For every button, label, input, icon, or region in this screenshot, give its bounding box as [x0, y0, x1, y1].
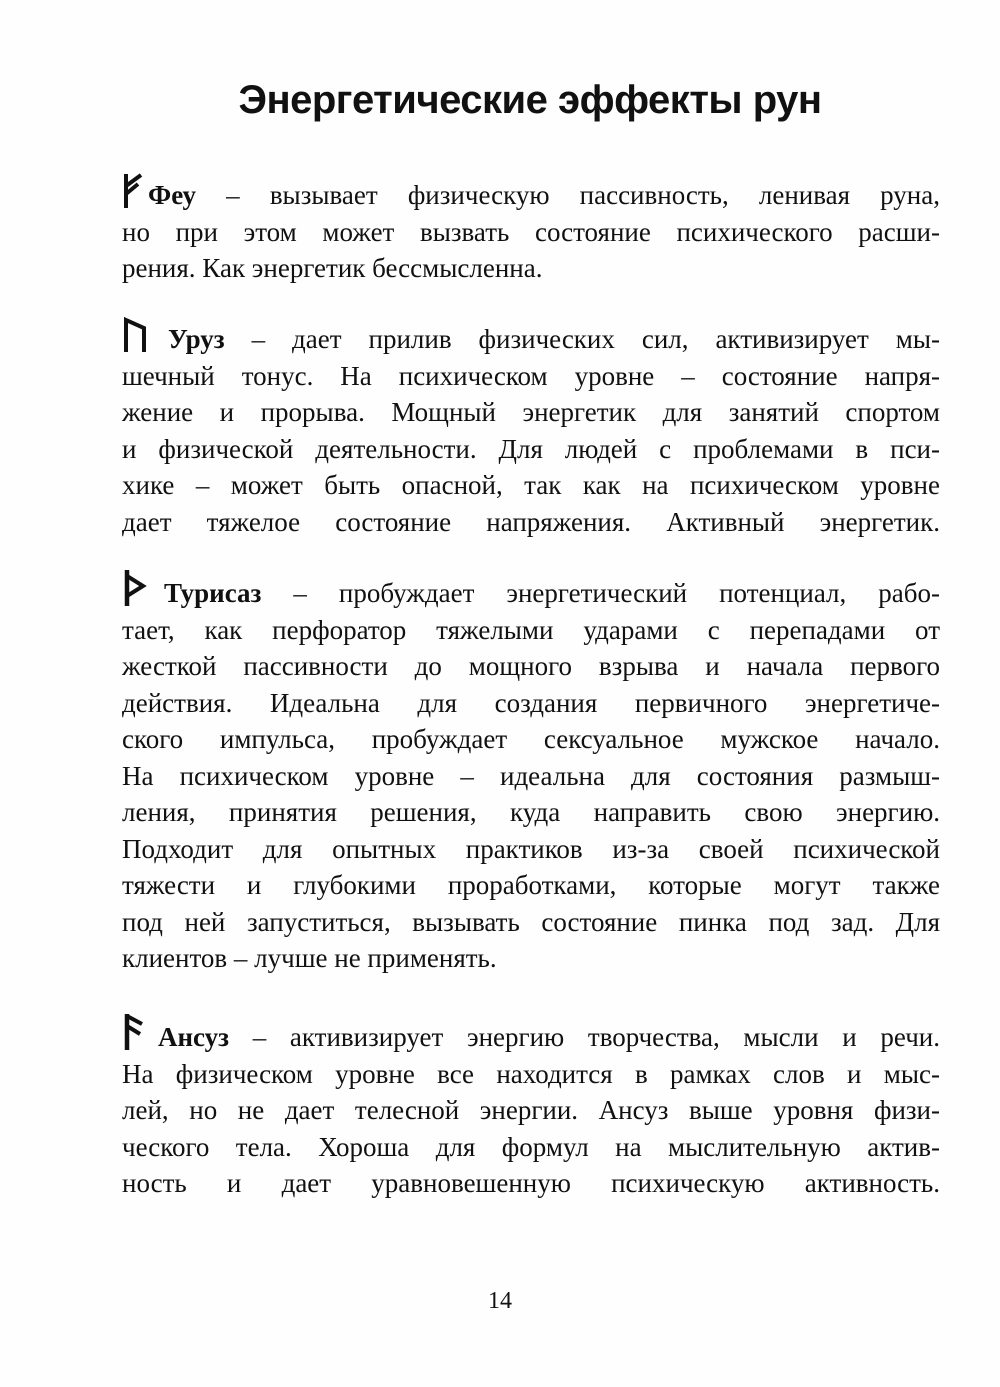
rune-description: – пробуждает энергетический потенциал, рабо-: [261, 578, 940, 608]
ansuz-rune-icon: [122, 1012, 146, 1050]
rune-description: – дает прилив физических сил, активизирует мы-: [224, 324, 940, 354]
entry-line: рения. Как энергетик бессмысленна.: [122, 253, 543, 283]
rune-name: Уруз: [168, 324, 225, 354]
entry-line: дает тяжелое состояние напряжения. Активный энергетик.: [122, 506, 940, 537]
entry-line: шечный тонус. На психическом уровне – состояние напря-: [122, 360, 940, 391]
entry-line: ческого тела. Хороша для формул на мыслительную актив-: [122, 1131, 940, 1162]
page-title: Энергетические эффекты рун: [238, 78, 822, 122]
rune-name: Ансуз: [158, 1022, 230, 1052]
entry-line: жение и прорыва. Мощный энергетик для занятий спортом: [122, 397, 940, 427]
entry-first-line: [122, 172, 940, 214]
uruz-rune-icon: [122, 316, 148, 352]
entry-line: но при этом может вызвать состояние психического расши-: [122, 216, 940, 247]
rune-description: – активизирует энергию творчества, мысли и речи.: [229, 1022, 940, 1052]
rune-entry-uruz: [122, 316, 940, 540]
entry-line: тает, как перфоратор тяжелыми ударами с перепадами от: [122, 614, 940, 645]
rune-entry-fehu: [122, 172, 940, 287]
entry-line: жесткой пассивности до мощного взрыва и начала первого: [122, 651, 940, 681]
rune-description: – вызывает физическую пассивность, ленивая руна,: [196, 180, 940, 210]
entry-line: действия. Идеальна для создания первичного энергетиче-: [122, 687, 940, 718]
entry-first-line: [122, 568, 940, 612]
thurisaz-rune-icon: [122, 568, 148, 606]
entry-line: лей, но не дает телесной энергии. Ансуз выше уровня физи-: [122, 1095, 940, 1125]
fehu-rune-icon: [122, 172, 144, 208]
entry-line: тяжести и глубокими проработками, которые могут также: [122, 870, 940, 900]
rune-entry-ansuz: [122, 1012, 940, 1202]
entry-line: хике – может быть опасной, так как на психическом уровне: [122, 470, 940, 500]
rune-entry-thurisaz: [122, 568, 940, 977]
entry-line: ность и дает уравновешенную психическую активность.: [122, 1168, 940, 1198]
entry-line: клиентов – лучше не применять.: [122, 943, 497, 973]
entry-line: и физической деятельности. Для людей с проблемами в пси-: [122, 433, 940, 464]
entry-line: На психическом уровне – идеальна для состояния размыш-: [122, 760, 940, 791]
entry-line: ления, принятия решения, куда направить свою энергию.: [122, 797, 940, 827]
page-number: 14: [488, 1288, 512, 1314]
rune-name: Феу: [148, 180, 197, 210]
entry-line: Подходит для опытных практиков из-за своей психической: [122, 833, 940, 864]
entry-line: ского импульса, пробуждает сексуальное мужское начало.: [122, 724, 940, 754]
rune-name: Турисаз: [164, 578, 262, 608]
entry-first-line: [122, 316, 940, 358]
entry-first-line: [122, 1012, 940, 1056]
entry-line: На физическом уровне все находится в рамках слов и мыс-: [122, 1058, 940, 1089]
entry-line: под ней запуститься, вызывать состояние пинка под зад. Для: [122, 906, 940, 937]
